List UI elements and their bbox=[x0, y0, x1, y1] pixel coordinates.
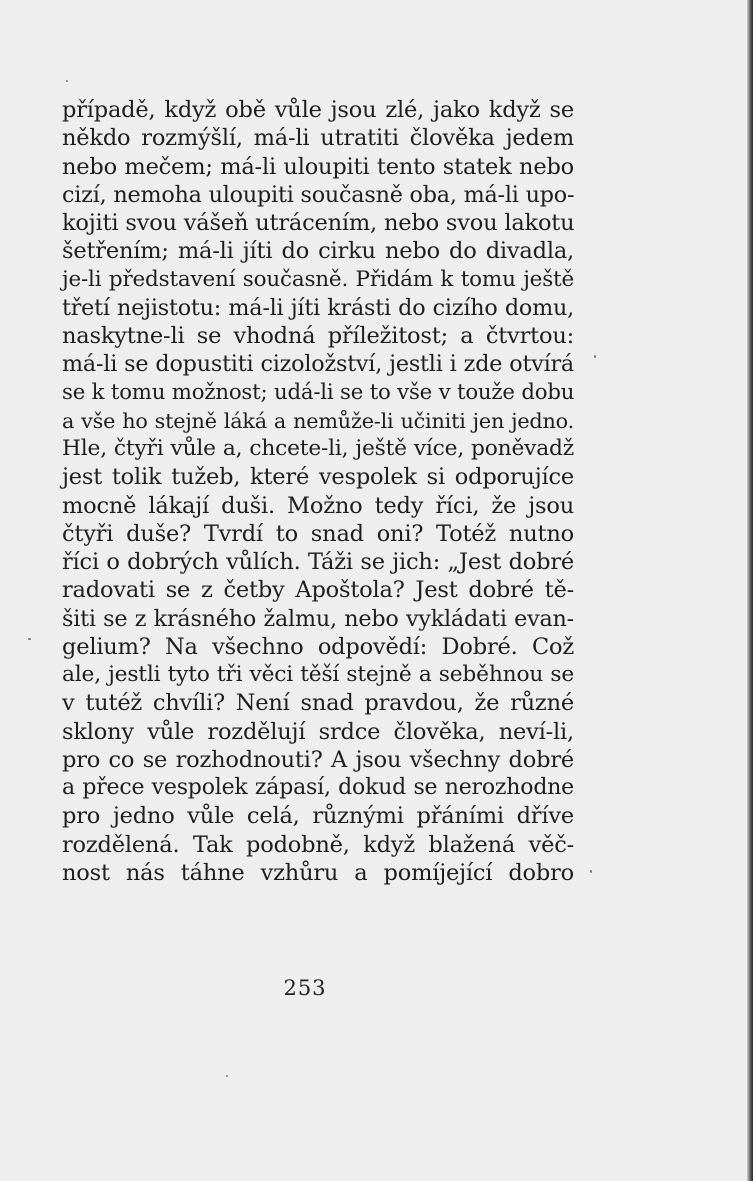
text-line-20: gelium? Na všechno odpovědí: Dobré. Což bbox=[62, 633, 574, 660]
scan-speck bbox=[590, 870, 592, 873]
scan-speck bbox=[594, 355, 596, 358]
text-line-3: nebo mečem; má-li uloupiti tento statek nebo bbox=[62, 153, 574, 180]
text-line-21: ale, jestli tyto tři věci těší stejně a seběhnou se bbox=[62, 662, 574, 687]
text-line-4: cizí, nemoha uloupiti současně oba, má-li upo- bbox=[62, 181, 575, 208]
text-line-24: pro co se rozhodnouti? A jsou všechny dobré bbox=[62, 746, 574, 773]
text-line-2: někdo rozmýšlí, má-li utratiti člověka jedem bbox=[62, 125, 574, 152]
text-line-27: rozdělená. Tak podobně, když blažená věč- bbox=[62, 831, 574, 858]
text-line-15: mocně lákají duši. Možno tedy říci, že jsou bbox=[62, 492, 574, 519]
text-line-5: kojiti svou vášeň utrácením, nebo svou lakotu bbox=[62, 210, 575, 236]
text-line-10: má-li se dopustiti cizoložství, jestli i zde otvírá bbox=[62, 351, 574, 378]
text-line-16: čtyři duše? Tvrdí to snad oni? Totéž nutno bbox=[62, 520, 574, 547]
text-line-17: říci o dobrých vůlích. Táži se jich: „Jest dobré bbox=[62, 549, 574, 575]
text-line-13: Hle, čtyři vůle a, chcete-li, ještě více, poněvadž bbox=[62, 436, 574, 461]
text-line-18: radovati se z četby Apoštola? Jest dobré tě- bbox=[62, 577, 574, 604]
page-number: 253 bbox=[283, 976, 327, 1000]
text-line-22: v tutéž chvíli? Není snad pravdou, že různé bbox=[62, 690, 574, 717]
text-line-8: třetí nejistotu: má-li jíti krásti do cizího domu, bbox=[62, 294, 574, 321]
text-line-7: je-li představení současně. Přidám k tomu ještě bbox=[62, 266, 574, 292]
scan-speck bbox=[66, 80, 68, 82]
text-line-14: jest tolik tužeb, které vespolek si odporujíce bbox=[62, 464, 574, 491]
body-text bbox=[62, 96, 574, 887]
text-line-9: naskytne-li se vhodná příležitost; a čtvrtou: bbox=[62, 323, 574, 349]
scan-speck bbox=[226, 1075, 228, 1077]
text-line-1: případě, když obě vůle jsou zlé, jako když se bbox=[62, 97, 574, 123]
text-line-19: šiti se z krásného žalmu, nebo vykládati evan- bbox=[62, 605, 574, 632]
scan-speck bbox=[28, 638, 31, 640]
text-line-28: nost nás táhne vzhůru a pomíjející dobro bbox=[62, 859, 574, 886]
text-line-12: a vše ho stejně láká a nemůže-li učiniti jen jedno. bbox=[62, 408, 574, 433]
page-edge-shadow bbox=[747, 0, 753, 1181]
text-line-11: se k tomu možnost; udá-li se to vše v touže dobu bbox=[62, 379, 575, 405]
text-line-25: a přece vespolek zápasí, dokud se nerozhodne bbox=[62, 775, 574, 800]
text-line-26: pro jedno vůle celá, různými přáními dříve bbox=[62, 803, 574, 830]
text-line-6: šetřením; má-li jíti do cirku nebo do divadla, bbox=[62, 238, 574, 265]
text-line-23: sklony vůle rozdělují srdce člověka, neví-li, bbox=[62, 718, 574, 745]
